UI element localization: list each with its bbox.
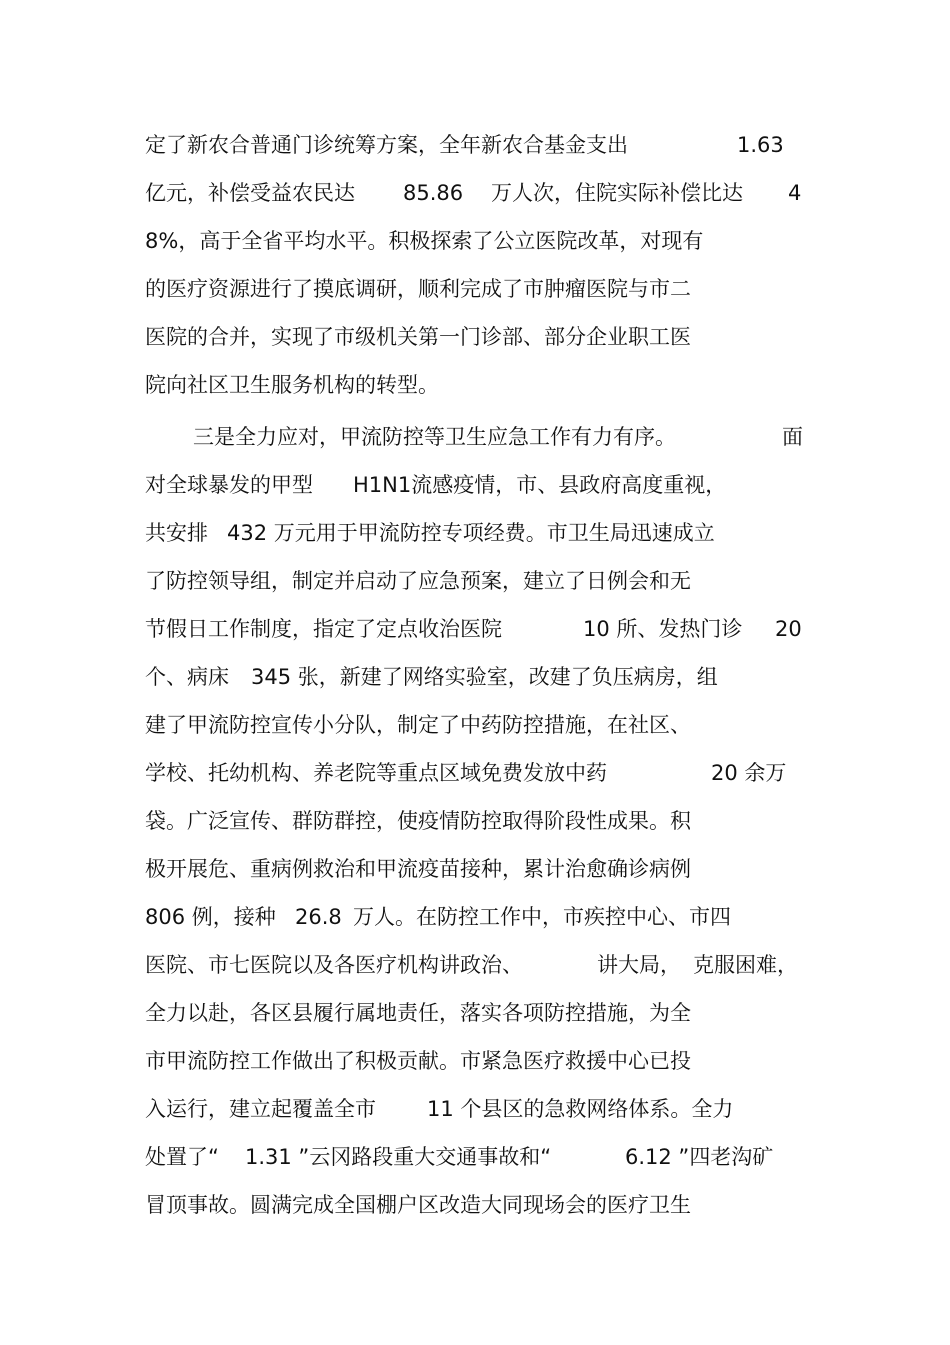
text-run: 万人。在防控工作中，市疾控中心、市四 [353,905,731,929]
text-run: 的医疗资源进行了摸底调研，顺利完成了市肿瘤医院与市二 [145,277,691,301]
text-run: 6.12 ”四老沟矿 [625,1145,774,1169]
text-run: 85.86 [403,181,464,205]
text-run: 三是全力应对，甲流防控等卫生应急工作有力有序。 [193,425,676,449]
text-line [145,516,815,550]
text-run: 20 [775,617,802,641]
text-line [145,1092,815,1126]
text-run: 市甲流防控工作做出了积极贡献。市紧急医疗救援中心已投 [145,1049,691,1073]
text-run: 亿元，补偿受益农民达 [145,181,355,205]
text-run: 极开展危、重病例救治和甲流疫苗接种，累计治愈确诊病例 [145,857,691,881]
text-line [145,1188,815,1222]
text-run: 万人次，住院实际补偿比达 [491,181,743,205]
text-run: 院向社区卫生服务机构的转型。 [145,373,439,397]
text-line [145,756,815,790]
text-line [145,852,815,886]
text-line [145,128,815,162]
text-run: 345 张，新建了网络实验室，改建了负压病房，组 [251,665,718,689]
text-run: 全力以赴，各区县履行属地责任，落实各项防控措施，为全 [145,1001,691,1025]
text-run: 26.8 [295,905,342,929]
text-run: 432 万元用于甲流防控专项经费。市卫生局迅速成立 [227,521,715,545]
text-run: 10 所、发热门诊 [583,617,743,641]
text-line [145,320,815,354]
text-run: 了防控领导组，制定并启动了应急预案，建立了日例会和无 [145,569,691,593]
text-line [145,804,815,838]
text-line [145,224,815,258]
text-run: 入运行，建立起覆盖全市 [145,1097,376,1121]
text-run: 1.31 ”云冈路段重大交通事故和“ [245,1145,552,1169]
text-run: 袋。广泛宣传、群防群控，使疫情防控取得阶段性成果。积 [145,809,691,833]
text-line [145,660,815,694]
text-line [145,1044,815,1078]
paragraph-start-line [193,420,815,454]
text-run: 8%，高于全省平均水平。积极探索了公立医院改革，对现有 [145,229,704,253]
text-run: 建了甲流防控宣传小分队，制定了中药防控措施，在社区、 [145,713,691,737]
text-run: H1N1流感疫情，市、县政府高度重视， [353,473,727,497]
text-line [145,948,815,982]
text-run: 面 [782,425,803,449]
text-run: 20 余万 [711,761,787,785]
text-run: 处置了“ [145,1145,219,1169]
text-line [145,272,815,306]
text-run: 对全球暴发的甲型 [145,473,313,497]
text-line [145,1140,815,1174]
text-line [145,564,815,598]
text-line [145,612,815,646]
text-run: 医院、市七医院以及各医疗机构讲政治、 [145,953,523,977]
text-run: 4 [788,181,802,205]
text-run: 医院的合并，实现了市级机关第一门诊部、部分企业职工医 [145,325,691,349]
text-line [145,708,815,742]
text-line [145,368,815,402]
text-run: 学校、托幼机构、养老院等重点区域免费发放中药 [145,761,607,785]
text-run: 克服困难， [693,953,798,977]
text-run: 冒顶事故。圆满完成全国棚户区改造大同现场会的医疗卫生 [145,1193,691,1217]
text-run: 1.63 [737,133,784,157]
text-run: 定了新农合普通门诊统筹方案，全年新农合基金支出 [145,133,628,157]
text-run: 共安排 [145,521,208,545]
text-line [145,996,815,1030]
text-line [145,468,815,502]
text-line [145,176,815,210]
text-run: 806 例，接种 [145,905,276,929]
text-run: 11 个县区的急救网络体系。全力 [427,1097,734,1121]
text-line [145,900,815,934]
text-run: 个、病床 [145,665,229,689]
text-run: 讲大局， [597,953,681,977]
text-run: 节假日工作制度，指定了定点收治医院 [145,617,502,641]
